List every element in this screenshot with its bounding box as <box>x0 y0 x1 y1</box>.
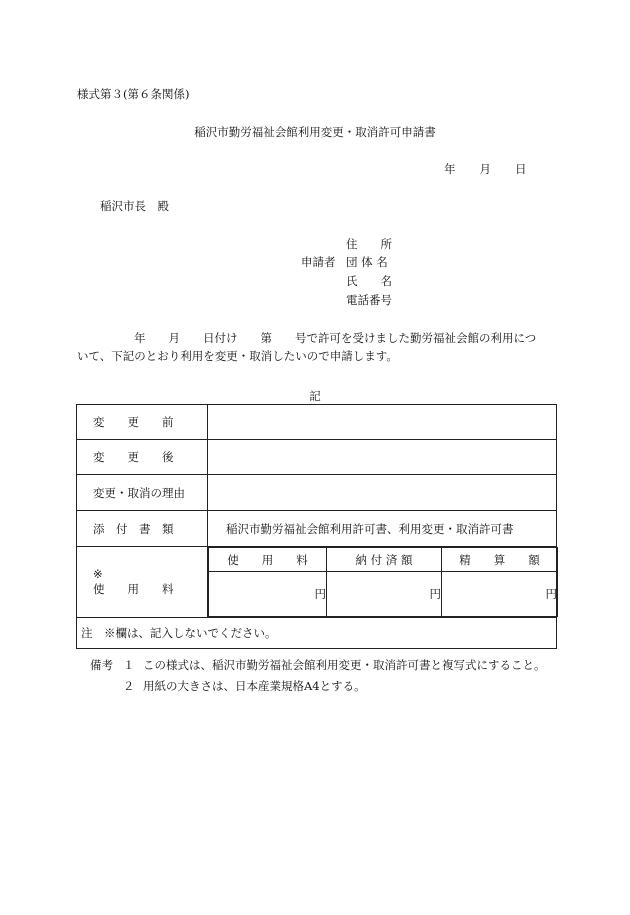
fee-subtable <box>208 547 558 617</box>
attachments-label: 添 付 書 類 <box>77 511 208 547</box>
date-day: 日 <box>515 162 527 176</box>
row-fee <box>77 547 557 618</box>
application-table <box>76 404 557 649</box>
row-after <box>77 440 557 475</box>
fee-col-paid: 納 付 済 額 <box>327 548 442 572</box>
fee-usage-yen[interactable]: 円 <box>209 572 327 617</box>
applicant-heading: 申請者 <box>301 255 336 269</box>
fee-settlement-yen[interactable]: 円 <box>442 572 558 617</box>
remark-2-number: ２ <box>123 679 135 693</box>
applicant-organization-label: 団 体 名 <box>346 255 388 269</box>
date-month: 月 <box>479 162 491 176</box>
applicant-address-label: 住 所 <box>346 237 392 251</box>
remark-1-text: この様式は、稲沢市勤労福祉会館利用変更・取消許可書と複写式にすること。 <box>143 658 546 672</box>
after-value-cell[interactable] <box>208 440 557 475</box>
reason-value-cell[interactable] <box>208 475 557 511</box>
addressee: 稲沢市長 殿 <box>100 199 169 213</box>
fee-col-usage: 使 用 料 <box>209 548 327 572</box>
remark-1-number: １ <box>123 658 135 672</box>
row-attachments <box>77 511 557 547</box>
row-before <box>77 405 557 440</box>
reason-label: 変更・取消の理由 <box>77 475 208 511</box>
date-year: 年 <box>444 162 456 176</box>
form-number: 様式第３(第６条関係) <box>77 87 190 101</box>
table-note: 注 ※欄は、記入しないでください。 <box>77 618 557 649</box>
applicant-phone-label: 電話番号 <box>346 293 392 307</box>
applicant-name-label: 氏 名 <box>346 274 392 288</box>
fee-col-settlement: 精 算 額 <box>442 548 558 572</box>
fee-label-cell <box>77 547 208 618</box>
before-label: 変 更 前 <box>77 405 208 440</box>
fee-paid-yen[interactable]: 円 <box>327 572 442 617</box>
row-note <box>77 618 557 649</box>
body-text-line-2: いて、下記のとおり利用を変更・取消したいので申請します。 <box>77 349 398 363</box>
remarks-label: 備考 <box>90 658 113 672</box>
fee-mark: ※ <box>93 567 103 581</box>
fee-label: 使 用 料 <box>93 582 174 596</box>
row-reason <box>77 475 557 511</box>
attachments-value: 稲沢市勤労福祉会館利用許可書、利用変更・取消許可書 <box>208 511 557 547</box>
body-text-line-1: 年 月 日付け 第 号で許可を受けました勤労福祉会館の利用につ <box>134 331 537 345</box>
after-label: 変 更 後 <box>77 440 208 475</box>
remark-2-text: 用紙の大きさは、日本産業規格A4とする。 <box>143 679 366 693</box>
ki-heading: 記 <box>309 389 321 403</box>
date-line <box>444 161 527 177</box>
before-value-cell[interactable] <box>208 405 557 440</box>
document-title: 稲沢市勤労福祉会館利用変更・取消許可申請書 <box>194 125 436 139</box>
